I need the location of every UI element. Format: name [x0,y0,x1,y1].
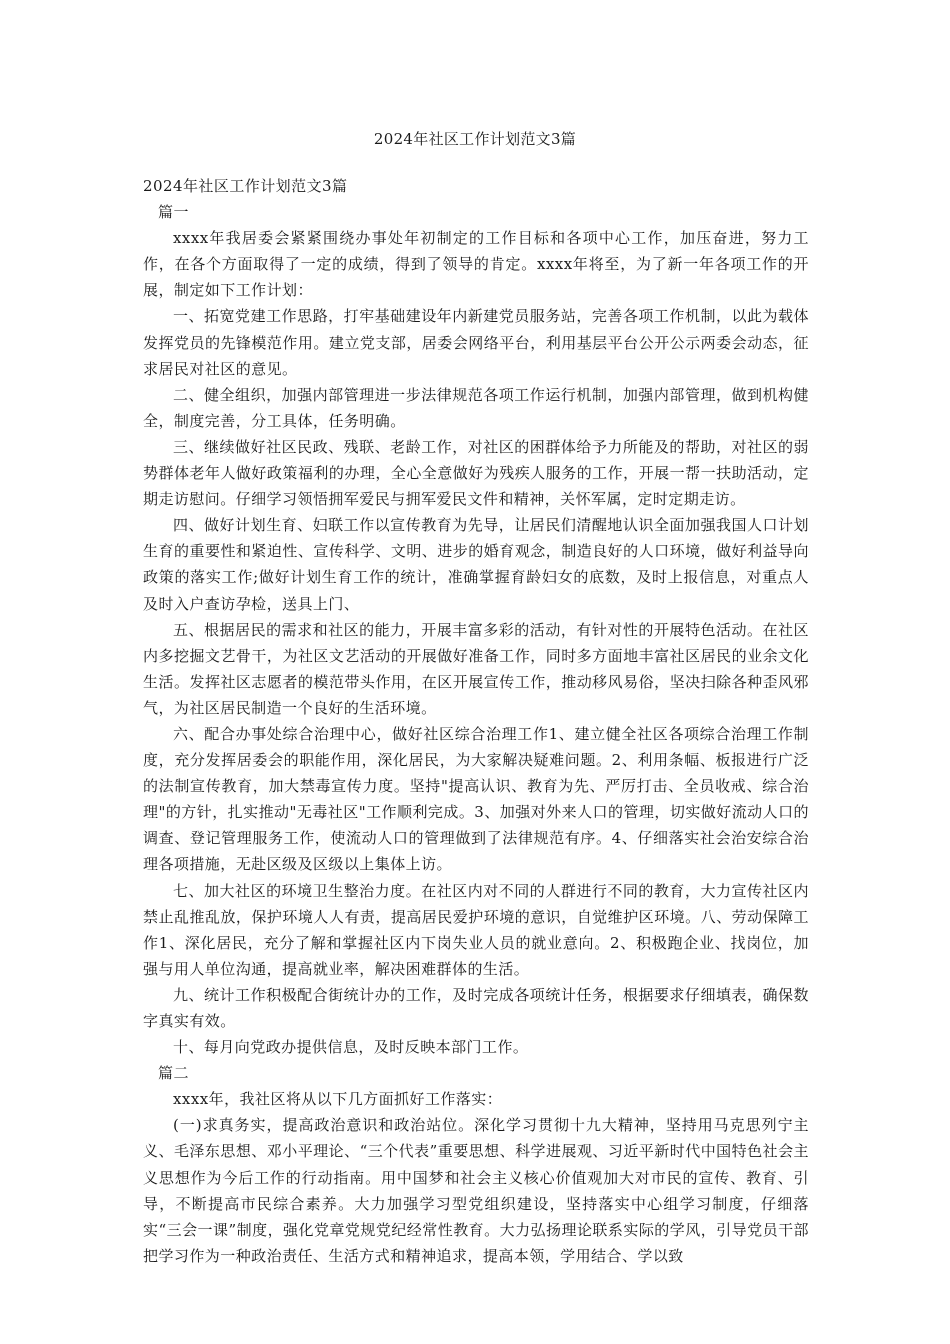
paragraph-item-1: 一、拓宽党建工作思路，打牢基础建设年内新建党员服务站，完善各项工作机制，以此为载体发挥党员的先锋模范作用。建立党支部，居委会网络平台，利用基层平台公开公示两委会动态，征求居民对社区的意见。 [143,307,809,378]
paragraph-item-7: 七、加大社区的环境卫生整治力度。在社区内对不同的人群进行不同的教育，大力宣传社区内禁止乱推乱放，保护环境人人有责，提高居民爱护环境的意识，自觉维护区环境。八、劳动保障工作1、深化居民，充分了解和掌握社区内下岗失业人员的就业意向。2、积极跑企业、找岗位，加强与用人单位沟通，提高就业率，解决困难群体的生活。 [143,881,809,978]
document-subtitle: 2024年社区工作计划范文3篇 [143,177,348,195]
paragraph-intro: xxxx年我居委会紧紧围绕办事处年初制定的工作目标和各项中心工作，加压奋进，努力工作，在各个方面取得了一定的成绩，得到了领导的肯定。xxxx年将至，为了新一年各项工作的开展，制定如下工作计划： [143,229,809,300]
paragraph-item-10: 十、每月向党政办提供信息，及时反映本部门工作。 [173,1038,529,1057]
paragraph-item-3: 三、继续做好社区民政、残联、老龄工作，对社区的困群体给予力所能及的帮助，对社区的弱势群体老年人做好政策福利的办理，全心全意做好为残疾人服务的工作，开展一帮一扶助活动，定期走访慰问。仔细学习领悟拥军爱民与拥军爱民文件和精神，关怀军属，定时定期走访。 [143,437,809,509]
paragraph-item-2: 二、健全组织，加强内部管理进一步法律规范各项工作运行机制，加强内部管理，做到机构健全，制度完善，分工具体，任务明确。 [143,385,809,430]
paragraph-item-5: 五、根据居民的需求和社区的能力，开展丰富多彩的活动，有针对性的开展特色活动。在社区内多挖掘文艺骨干，为社区文艺活动的开展做好准备工作，同时多方面地丰富社区居民的业余文化生活。发挥社区志愿者的模范带头作用，在区开展宣传工作，推动移风易俗，坚决扫除各种歪风邪气，为社区居民制造一个良好的生活环境。 [143,620,809,717]
section-heading-part1: 篇一 [158,203,189,222]
section-heading-part2: 篇二 [158,1064,189,1083]
paragraph-part2-intro: xxxx年，我社区将从以下几方面抓好工作落实： [173,1090,503,1109]
document-title: 2024年社区工作计划范文3篇 [373,130,577,148]
paragraph-item-9: 九、统计工作积极配合街统计办的工作，及时完成各项统计任务，根据要求仔细填表，确保数字真实有效。 [143,985,809,1030]
paragraph-item-6: 六、配合办事处综合治理中心，做好社区综合治理工作1、建立健全社区各项综合治理工作制度，充分发挥居委会的职能作用，深化居民，为大家解决疑难问题。2、利用条幅、板报进行广泛的法制宣传教育，加大禁毒宣传力度。坚持"提高认识、教育为先、严厉打击、全员收戒、综合治理"的方针，扎实推动"无毒社区"工作顺利完成。3、加强对外来人口的管理，切实做好流动人口的调查、登记管理服务工作，使流动人口的管理做到了法律规范有序。4、仔细落实社会治安综合治理各项措施，无赴区级及区级以上集体上访。 [143,724,809,874]
document-body [143,173,809,1269]
paragraph-item-4: 四、做好计划生育、妇联工作以宣传教育为先导，让居民们清醒地认识全面加强我国人口计划生育的重要性和紧迫性、宣传科学、文明、进步的婚育观念，制造良好的人口环境，做好利益导向政策的落实工作;做好计划生育工作的统计，准确掌握育龄妇女的底数，及时上报信息，对重点人及时入户查访孕检，送具上门、 [143,516,809,613]
paragraph-part2-item-1: (一)求真务实，提高政治意识和政治站位。深化学习贯彻十九大精神，坚持用马克思列宁主义、毛泽东思想、邓小平理论、“三个代表”重要思想、科学进展观、习近平新时代中国特色社会主义思想作为今后工作的行动指南。用中国梦和社会主义核心价值观加大对市民的宣传、教育、引导，不断提高市民综合素养。大力加强学习型党组织建设，坚持落实中心组学习制度，仔细落实“三会一课”制度，强化党章党规党纪经常性教育。大力弘扬理论联系实际的学风，引导党员干部把学习作为一种政治责任、生活方式和精神追求，提高本领，学用结合、学以致 [143,1116,809,1265]
